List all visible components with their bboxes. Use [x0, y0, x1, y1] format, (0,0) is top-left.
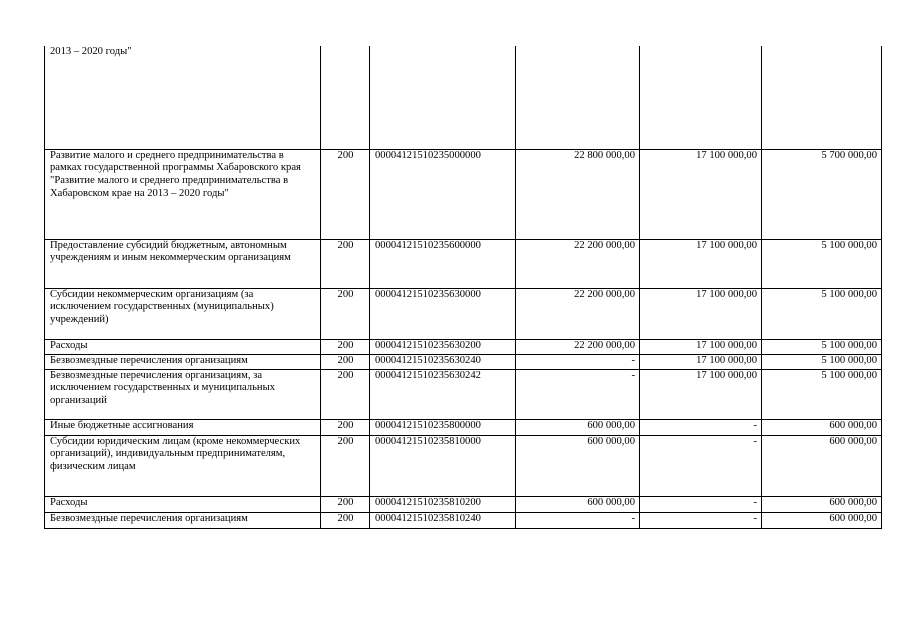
row-approved-cell: - — [516, 369, 640, 419]
row-executed-cell: 17 100 000,00 — [640, 149, 762, 239]
table-row — [45, 288, 882, 339]
row-name-cell: Безвозмездные перечисления организациям, за исключением государственных и муниципальных организаций — [45, 369, 321, 419]
row-executed-cell: 17 100 000,00 — [640, 288, 762, 339]
row-approved-cell: 600 000,00 — [516, 496, 640, 512]
row-unexecuted-cell: 5 100 000,00 — [762, 288, 882, 339]
row-name-cell: Безвозмездные перечисления организациям — [45, 354, 321, 369]
table-row — [45, 354, 882, 369]
row-approved-cell: - — [516, 512, 640, 528]
row-kbk-cell: 00004121510235810000 — [370, 435, 516, 496]
row-kbk-cell: 00004121510235600000 — [370, 239, 516, 288]
row-code-cell: 200 — [321, 419, 370, 435]
row-kbk-cell: 00004121510235630240 — [370, 354, 516, 369]
row-code-cell: 200 — [321, 496, 370, 512]
row-executed-cell: 17 100 000,00 — [640, 239, 762, 288]
row-name-cell: 2013 – 2020 годы" — [45, 46, 321, 149]
row-name-cell: Субсидии юридическим лицам (кроме некоммерческих организаций), индивидуальным предпринимателям, физическим лицам — [45, 435, 321, 496]
row-approved-cell — [516, 46, 640, 149]
row-code-cell: 200 — [321, 288, 370, 339]
row-kbk-cell — [370, 46, 516, 149]
row-unexecuted-cell: 5 100 000,00 — [762, 369, 882, 419]
row-code-cell: 200 — [321, 512, 370, 528]
row-executed-cell: 17 100 000,00 — [640, 339, 762, 354]
row-executed-cell: 17 100 000,00 — [640, 354, 762, 369]
row-executed-cell: - — [640, 496, 762, 512]
row-kbk-cell: 00004121510235630000 — [370, 288, 516, 339]
row-code-cell: 200 — [321, 354, 370, 369]
row-executed-cell: - — [640, 435, 762, 496]
row-unexecuted-cell: 5 100 000,00 — [762, 239, 882, 288]
row-executed-cell: 17 100 000,00 — [640, 369, 762, 419]
row-kbk-cell: 00004121510235800000 — [370, 419, 516, 435]
row-unexecuted-cell: 5 100 000,00 — [762, 339, 882, 354]
row-code-cell: 200 — [321, 369, 370, 419]
row-name-cell: Развитие малого и среднего предпринимательства в рамках государственной программы Хабаровского края "Развитие малого и среднего предпринимательства в Хабаровском крае на 2013 – 2020 годы" — [45, 149, 321, 239]
row-code-cell: 200 — [321, 149, 370, 239]
row-approved-cell: 22 200 000,00 — [516, 339, 640, 354]
row-name-cell: Субсидии некоммерческим организациям (за исключением государственных (муниципальных) учреждений) — [45, 288, 321, 339]
row-name-cell: Иные бюджетные ассигнования — [45, 419, 321, 435]
row-unexecuted-cell: 600 000,00 — [762, 419, 882, 435]
row-kbk-cell: 00004121510235000000 — [370, 149, 516, 239]
row-kbk-cell: 00004121510235630242 — [370, 369, 516, 419]
table-row — [45, 339, 882, 354]
row-code-cell: 200 — [321, 339, 370, 354]
row-executed-cell: - — [640, 512, 762, 528]
row-approved-cell: 22 200 000,00 — [516, 239, 640, 288]
row-unexecuted-cell: 600 000,00 — [762, 435, 882, 496]
row-approved-cell: 600 000,00 — [516, 435, 640, 496]
row-approved-cell: 600 000,00 — [516, 419, 640, 435]
row-code-cell: 200 — [321, 435, 370, 496]
row-executed-cell: - — [640, 419, 762, 435]
table-row — [45, 239, 882, 288]
row-code-cell — [321, 46, 370, 149]
table-row — [45, 419, 882, 435]
row-approved-cell: - — [516, 354, 640, 369]
row-approved-cell: 22 200 000,00 — [516, 288, 640, 339]
table-row — [45, 369, 882, 419]
row-name-cell: Расходы — [45, 496, 321, 512]
row-unexecuted-cell: 5 700 000,00 — [762, 149, 882, 239]
row-kbk-cell: 00004121510235810200 — [370, 496, 516, 512]
table-row — [45, 149, 882, 239]
row-name-cell: Безвозмездные перечисления организациям — [45, 512, 321, 528]
row-name-cell: Расходы — [45, 339, 321, 354]
row-unexecuted-cell: 600 000,00 — [762, 496, 882, 512]
row-kbk-cell: 00004121510235810240 — [370, 512, 516, 528]
row-unexecuted-cell — [762, 46, 882, 149]
row-name-cell: Предоставление субсидий бюджетным, автономным учреждениям и иным некоммерческим организациям — [45, 239, 321, 288]
row-executed-cell — [640, 46, 762, 149]
table-row — [45, 435, 882, 496]
row-kbk-cell: 00004121510235630200 — [370, 339, 516, 354]
table-row — [45, 46, 882, 149]
row-unexecuted-cell: 600 000,00 — [762, 512, 882, 528]
row-approved-cell: 22 800 000,00 — [516, 149, 640, 239]
table-row — [45, 512, 882, 528]
budget-execution-table — [44, 46, 882, 529]
row-unexecuted-cell: 5 100 000,00 — [762, 354, 882, 369]
table-row — [45, 496, 882, 512]
row-code-cell: 200 — [321, 239, 370, 288]
